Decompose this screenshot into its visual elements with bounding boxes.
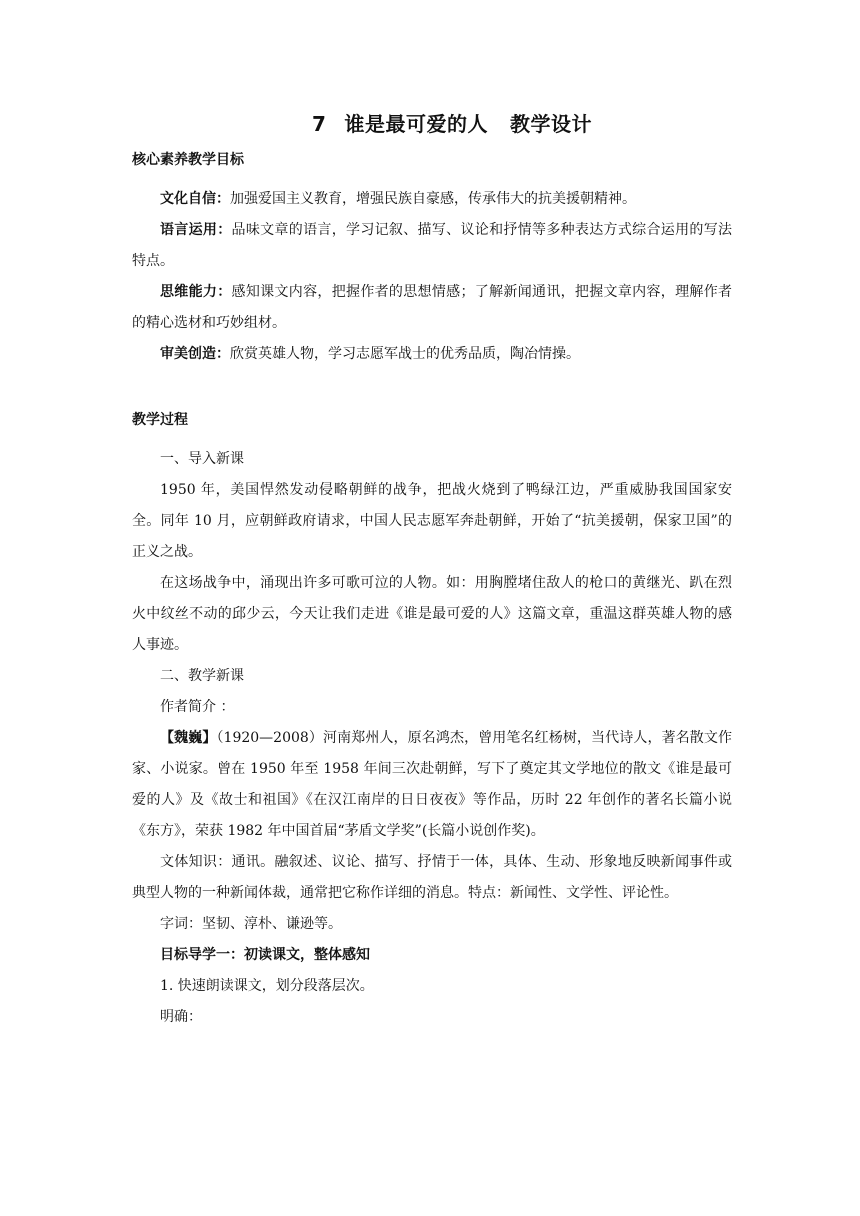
document-title xyxy=(172,110,732,138)
step-one: 1. 快速朗读课文，划分段落层次。 xyxy=(160,978,374,994)
author-name: 【魏巍】 xyxy=(160,730,217,746)
intro-paragraph-1: 1950 年，美国悍然发动侵略朝鲜的战争，把战火烧到了鸭绿江边，严重威胁我国国家安全。同年 10 月，应朝鲜政府请求，中国人民志愿军奔赴朝鲜，开始了“抗美援朝，保家卫国”的正义之战。 xyxy=(132,482,732,560)
goal-lead: 思维能力： xyxy=(160,284,232,300)
goal-text: 感知课文内容，把握作者的思想情感；了解新闻通讯，把握文章内容，理解作者的精心选材和巧妙组材。 xyxy=(132,284,733,331)
goal-culture xyxy=(132,184,732,215)
author-label: 作者简介 ： xyxy=(160,699,235,715)
process-heading: 教学过程 xyxy=(132,412,188,428)
goal-lead: 审美创造： xyxy=(160,346,230,362)
lesson-number: 7 xyxy=(312,112,327,136)
lesson-subtitle: 教学设计 xyxy=(509,112,592,136)
goal-lead: 语言运用： xyxy=(160,222,232,238)
goal-text: 欣赏英雄人物，学习志愿军战士的优秀品质，陶冶情操。 xyxy=(230,346,580,362)
goals-heading: 核心素养教学目标 xyxy=(132,152,244,168)
goal-language xyxy=(132,215,732,277)
intro-paragraph-2: 在这场战争中，涌现出许多可歌可泣的人物。如：用胸膛堵住敌人的枪口的黄继光、趴在烈火中纹丝不动的邱少云，今天让我们走进《谁是最可爱的人》这篇文章，重温这群英雄人物的感人事迹。 xyxy=(132,575,732,653)
target-one-heading: 目标导学一：初读课文，整体感知 xyxy=(160,947,370,963)
section-gap xyxy=(132,370,732,410)
vocabulary: 字词：坚韧、淳朴、谦逊等。 xyxy=(160,916,342,932)
goal-text: 加强爱国主义教育，增强民族自豪感，传承伟大的抗美援朝精神。 xyxy=(230,191,636,207)
author-bio-text: （1920—2008）河南郑州人，原名鸿杰，曾用笔名红杨树，当代诗人，著名散文作家、小说家。曾在 1950 年至 1958 年间三次赴朝鲜，写下了奠定其文学地位的散文《谁是最可爱的人》及《故士和祖国》《在汉江南岸的日日夜夜》等作品，历时 22 年创作的著名长篇小说《东方》，荣获 1982 年中国首届“茅盾文学奖”(长篇小说创作奖)。 xyxy=(132,730,733,839)
clarify-label: 明确： xyxy=(160,1009,202,1025)
new-lesson-label: 二、教学新课 xyxy=(160,668,244,684)
intro-label: 一、导入新课 xyxy=(160,451,244,467)
goal-lead: 文化自信： xyxy=(160,191,230,207)
goal-aesthetic xyxy=(132,339,732,370)
goal-text: 品味文章的语言，学习记叙、描写、议论和抒情等多种表达方式综合运用的写法特点。 xyxy=(132,222,733,269)
genre-knowledge: 文体知识：通讯。融叙述、议论、描写、抒情于一体，具体、生动、形象地反映新闻事件或典型人物的一种新闻体裁，通常把它称作详细的消息。特点：新闻性、文学性、评论性。 xyxy=(132,854,732,901)
document-page xyxy=(132,110,732,1033)
goal-thinking xyxy=(132,277,732,339)
author-bio xyxy=(132,723,732,847)
lesson-title: 谁是最可爱的人 xyxy=(344,112,488,136)
